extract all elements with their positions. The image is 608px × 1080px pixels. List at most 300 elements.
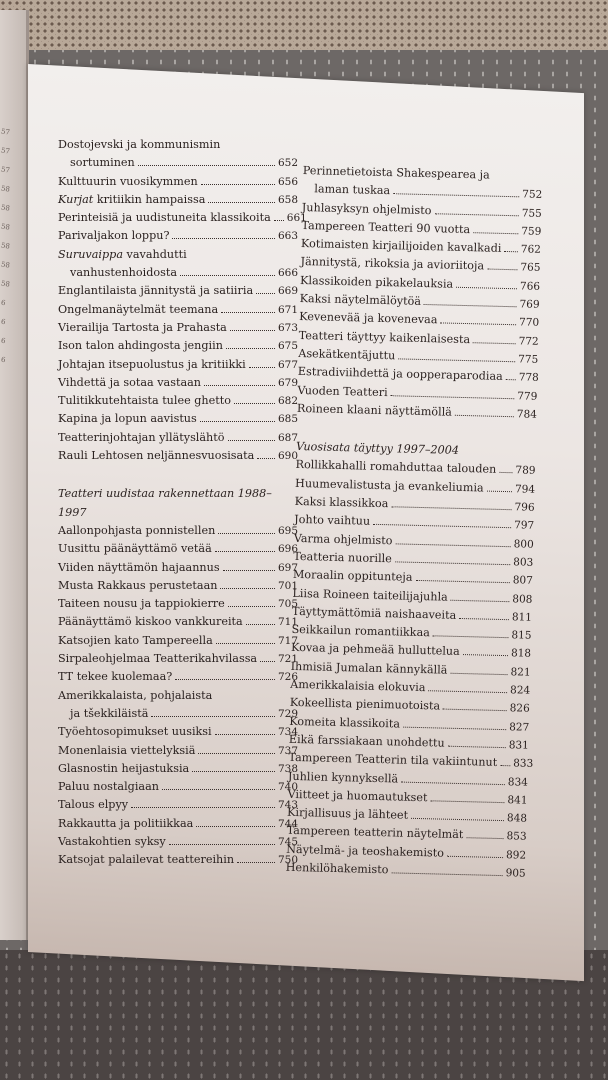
- toc-page-number: 848: [506, 812, 528, 825]
- toc-entry-title-text: Ongelmanäytelmät teemana: [58, 302, 219, 316]
- toc-page-number: 826: [509, 702, 530, 716]
- toc-entry-title: [58, 760, 189, 778]
- toc-entry-title-text: Viiden näyttämön hajaannus: [58, 560, 220, 574]
- facing-page-number: 58: [0, 203, 11, 213]
- toc-entry[interactable]: [58, 559, 298, 577]
- toc-page-number: 685: [277, 413, 298, 426]
- toc-page-number: 745: [277, 835, 298, 848]
- dot-leader: [198, 753, 275, 754]
- dot-leader: [204, 385, 275, 386]
- dot-leader: [443, 709, 507, 712]
- toc-entry[interactable]: [58, 264, 298, 282]
- toc-page-number: 752: [522, 188, 543, 202]
- dot-leader: [499, 472, 512, 473]
- toc-entry[interactable]: [58, 410, 298, 428]
- toc-entry-title-text: Eikä farssiakaan unohdettu: [288, 732, 445, 750]
- dot-leader: [373, 524, 511, 528]
- dot-leader: [138, 165, 275, 166]
- toc-entry-title-text: TT tekee kuolemaa?: [58, 670, 173, 684]
- toc-page-number: 821: [510, 665, 531, 679]
- toc-entry-title-text: Vuoden Teatteri: [297, 383, 388, 399]
- toc-page-number: 679: [277, 376, 298, 389]
- toc-entry-title: [58, 319, 227, 337]
- toc-entry-title: [58, 356, 246, 374]
- toc-page-number: 779: [517, 389, 538, 403]
- dot-leader: [487, 269, 517, 271]
- dot-leader: [434, 213, 518, 216]
- toc-entry-title: [297, 400, 452, 422]
- dot-leader: [274, 220, 284, 221]
- toc-entry-title: [58, 447, 254, 465]
- toc-entry-title-text: Jännitystä, rikoksia ja avioriitoja: [300, 255, 485, 273]
- toc-entry-title-text: Ihmisiä Jumalan kännykällä: [290, 659, 448, 677]
- toc-entry[interactable]: [58, 577, 298, 595]
- knit-background: [0, 0, 608, 50]
- dot-leader: [450, 672, 507, 674]
- toc-entry[interactable]: [58, 319, 298, 337]
- toc-page-number: 841: [507, 793, 528, 807]
- toc-entry-title: [58, 410, 197, 428]
- toc-entry-title-text: Johto vaihtuu: [294, 513, 371, 529]
- toc-page-number: 743: [277, 799, 298, 812]
- facing-page-number: 6: [0, 298, 7, 308]
- dot-leader: [223, 570, 275, 571]
- facing-page-number: 58: [0, 260, 11, 270]
- dot-leader: [249, 367, 275, 368]
- toc-entry[interactable]: [58, 796, 298, 814]
- toc-entry[interactable]: [58, 632, 298, 650]
- dot-leader: [215, 551, 275, 552]
- toc-entry-title: [58, 705, 148, 723]
- toc-entry-title-text: Taiteen nousu ja tappiokierre: [58, 597, 225, 611]
- toc-entry-title-line1: [58, 246, 298, 264]
- dot-leader: [201, 184, 275, 185]
- dot-leader: [234, 403, 275, 404]
- toc-entry[interactable]: [58, 650, 298, 668]
- dot-leader: [196, 826, 275, 827]
- toc-entry-title-text: Teatterinjohtajan yllätyslähtö: [58, 430, 225, 444]
- toc-entry-title-text: Katsojien kato Tampereella: [58, 633, 213, 647]
- toc-entry[interactable]: [58, 227, 298, 245]
- toc-entry-title-text: Talous elpyy: [58, 798, 129, 812]
- toc-entry-title-text: Tampereen teatterin näytelmät: [286, 824, 464, 842]
- dot-leader: [260, 661, 275, 662]
- toc-entry-title-text: vanhustenhoidosta: [70, 266, 177, 280]
- toc-entry-title-text: Rauli Lehtosen neljännesvuosisata: [58, 449, 255, 463]
- toc-page-number: 824: [509, 684, 531, 697]
- toc-page-number: 682: [277, 395, 298, 408]
- toc-entry-title-text: Monenlaisia viettelyksiä: [58, 743, 196, 757]
- dot-leader: [216, 643, 275, 644]
- toc-entry[interactable]: [58, 540, 298, 558]
- table-of-contents: [28, 64, 584, 952]
- toc-entry[interactable]: [58, 723, 298, 741]
- toc-entry-title-text: Amerikkalaista, pohjalaista: [58, 688, 213, 702]
- toc-page-number: 673: [277, 321, 298, 334]
- dot-leader: [401, 781, 505, 785]
- toc-entry-title-text: sortuminen: [70, 156, 135, 170]
- dot-leader: [226, 348, 275, 349]
- toc-entry-title: [298, 345, 395, 366]
- toc-entry-title: [58, 392, 231, 410]
- toc-entry[interactable]: [58, 447, 298, 465]
- toc-entry[interactable]: [58, 778, 298, 796]
- dot-leader: [473, 232, 518, 234]
- toc-entry-title: [286, 859, 389, 880]
- toc-page-number: 769: [519, 298, 540, 311]
- toc-page-number: 762: [520, 243, 542, 257]
- toc-entry-title: [58, 282, 253, 300]
- toc-entry[interactable]: [58, 282, 298, 300]
- toc-entry-title-text: vavahdutti: [122, 247, 187, 261]
- toc-entry-title: [58, 613, 243, 631]
- toc-entry[interactable]: [58, 209, 307, 227]
- dot-leader: [463, 654, 508, 656]
- dot-leader: [180, 275, 275, 276]
- toc-entry-title-text: Amerikkalaisia elokuvia: [290, 677, 426, 695]
- toc-entry-title-text: Näytelmä- ja teoshakemisto: [286, 842, 445, 860]
- toc-page-number: 744: [277, 817, 298, 830]
- facing-page-number: 57: [0, 146, 11, 156]
- toc-page-number: 656: [277, 175, 298, 188]
- toc-entry-title: [294, 511, 370, 531]
- toc-entry-title-text: Tampereen Teatteri 90 vuotta: [301, 218, 471, 236]
- toc-entry-title: [58, 337, 223, 355]
- toc-page-number: 831: [508, 739, 529, 752]
- dot-leader: [218, 533, 275, 534]
- toc-entry-title: [58, 796, 128, 814]
- dot-leader: [504, 251, 518, 252]
- toc-page-number: 697: [277, 561, 298, 574]
- toc-entry-title-text: Teatteri täyttyy kaikenlaisesta: [298, 328, 471, 346]
- dot-leader: [440, 323, 516, 326]
- toc-page-number: 759: [521, 225, 542, 238]
- toc-page-number: 905: [505, 867, 526, 880]
- toc-entry[interactable]: [58, 833, 298, 851]
- toc-entry[interactable]: [58, 522, 298, 540]
- facing-page-number: 57: [0, 165, 11, 175]
- facing-page-number: 6: [0, 355, 7, 365]
- dot-leader: [391, 872, 502, 876]
- toc-page-number: 796: [514, 501, 535, 514]
- toc-entry-title-text: Huumevalistusta ja evankeliumia: [294, 476, 484, 495]
- dot-leader: [393, 194, 519, 198]
- toc-entry[interactable]: [58, 815, 298, 833]
- toc-entry[interactable]: [58, 173, 298, 191]
- dot-leader: [466, 838, 503, 840]
- dot-leader: [151, 716, 275, 717]
- toc-entry-title-text: Roineen klaani näyttämöllä: [296, 401, 453, 419]
- toc-entry-title-text: Vierailija Tartosta ja Prahasta: [58, 320, 227, 334]
- toc-page-number: 797: [513, 519, 535, 533]
- toc-page-number: 663: [277, 230, 298, 243]
- toc-entry-title: [58, 632, 213, 650]
- toc-entry-title-line1: [58, 687, 298, 705]
- dot-leader: [395, 543, 510, 547]
- toc-entry-title-text: Estradiviihdettä ja oopperaparodiaa: [297, 365, 503, 384]
- dot-leader: [448, 746, 506, 748]
- toc-entry-title-text: laman tuskaa: [314, 182, 391, 198]
- toc-entry-title-text: Täyttymättömiä naishaaveita: [291, 604, 457, 622]
- toc-column-right: [286, 162, 543, 883]
- dot-leader: [411, 818, 504, 821]
- toc-entry-title-text: Ison talon ahdingosta jengiin: [58, 339, 223, 353]
- toc-entry-title-text: Moraalin oppitunteja: [292, 568, 413, 585]
- toc-page-number: 726: [277, 671, 298, 684]
- toc-entry-title: [58, 595, 225, 613]
- toc-entry-title-text: Varma ohjelmisto: [293, 531, 393, 547]
- toc-entry-title-text: Rakkautta ja politiikkaa: [58, 816, 194, 830]
- toc-entry-title: [293, 548, 392, 569]
- toc-page-number: 701: [277, 579, 298, 592]
- toc-entry-title-text: Tulitikkutehtaista tulee ghetto: [58, 394, 231, 408]
- dot-leader: [424, 304, 517, 307]
- section-heading: Vuosisata täyttyy 1997–2004: [295, 440, 460, 458]
- dot-leader: [246, 624, 275, 625]
- toc-page-number: 818: [510, 647, 532, 661]
- toc-entry-title-text: Kaksi klassikkoa: [294, 494, 389, 511]
- toc-page-number: 690: [277, 450, 298, 463]
- toc-page-number: 789: [515, 464, 536, 478]
- toc-entry-title-text: Rollikkahalli romahduttaa talouden: [295, 458, 497, 477]
- dot-leader: [506, 379, 516, 380]
- toc-entry[interactable]: [58, 301, 298, 319]
- dot-leader: [415, 580, 509, 583]
- dot-leader: [131, 807, 275, 808]
- toc-entry-title-text: Perinteisiä ja uudistuneita klassikoita: [58, 211, 271, 225]
- toc-entry-title-text: Uusittu päänäyttämö vetää: [58, 542, 212, 556]
- toc-entry[interactable]: [58, 705, 298, 723]
- dot-leader: [500, 765, 510, 766]
- toc-entry-title-text: Kaksi näytelmälöytöä: [299, 292, 422, 309]
- toc-page-number: 778: [518, 371, 539, 385]
- spacer: [58, 465, 298, 475]
- dot-leader: [391, 395, 515, 399]
- toc-entry-title-text: Perinnetietoista Shakespearea ja: [302, 163, 490, 182]
- toc-entry-title: [297, 381, 388, 401]
- toc-entry-title: [58, 209, 271, 227]
- dot-leader: [192, 771, 275, 772]
- dot-leader: [220, 588, 275, 589]
- toc-entry[interactable]: [58, 668, 298, 686]
- facing-page-number: 58: [0, 222, 11, 232]
- toc-entry-title-text: Englantilaista jännitystä ja satiiria: [58, 284, 254, 298]
- toc-entry-title: [58, 851, 234, 869]
- toc-entry-title-line1: [58, 136, 298, 154]
- dot-leader: [228, 440, 275, 441]
- dot-leader: [237, 862, 275, 863]
- toc-entry[interactable]: [58, 760, 298, 778]
- toc-entry-title-text: Kevenevää ja kovenevaa: [299, 310, 438, 327]
- toc-page-number: 661: [286, 212, 307, 225]
- toc-entry[interactable]: [58, 374, 298, 392]
- toc-page-number: 750: [277, 854, 298, 867]
- toc-entry-title: [294, 493, 388, 514]
- toc-entry-title: [58, 559, 220, 577]
- dot-leader: [447, 855, 503, 857]
- dot-leader: [473, 342, 516, 344]
- toc-entry-title-text: Päänäyttämö kiskoo vankkureita: [58, 615, 243, 629]
- toc-page-number: 734: [277, 726, 298, 739]
- toc-entry-title-text: Juhlasyksyn ohjelmisto: [301, 200, 432, 217]
- toc-entry-title-text: Työehtosopimukset uusiksi: [58, 725, 212, 739]
- toc-entry-title-text: Komeita klassikoita: [289, 714, 401, 731]
- toc-page-number: 740: [277, 781, 298, 794]
- toc-page-number: 669: [277, 285, 298, 298]
- toc-page-number: 652: [277, 157, 298, 170]
- toc-entry-title: [58, 522, 215, 540]
- toc-entry-title: [58, 154, 135, 172]
- toc-entry-title-text: Dostojevski ja kommunismin: [58, 138, 221, 151]
- toc-entry[interactable]: [58, 356, 298, 374]
- toc-entry-title: [302, 180, 390, 200]
- toc-entry-title: [58, 833, 166, 851]
- toc-entry-title-text: Henkilöhakemisto: [285, 860, 389, 877]
- facing-page-number: 6: [0, 317, 7, 327]
- toc-page-number: 721: [277, 653, 298, 666]
- toc-entry-title-text: Vihdettä ja sotaa vastaan: [58, 375, 202, 389]
- toc-entry-title-text: Kirjallisuus ja lähteet: [286, 805, 409, 822]
- toc-entry[interactable]: [58, 337, 298, 355]
- italic-work-title: Suruvaippa: [58, 247, 123, 261]
- toc-page-number: 717: [277, 634, 298, 647]
- dot-leader: [169, 844, 275, 845]
- dot-leader: [257, 458, 275, 459]
- toc-entry-title-text: Klassikoiden pikakelauksia: [299, 273, 454, 291]
- toc-page-number: 853: [506, 830, 527, 844]
- toc-entry-title-text: Teatteria nuorille: [293, 549, 392, 566]
- toc-page-number: 671: [277, 303, 298, 316]
- toc-entry-title-text: Vastakohtien syksy: [58, 834, 166, 848]
- section-heading: Teatteri uudistaa rakennettaan 1988–1997: [58, 487, 272, 519]
- toc-entry-title-text: Asekätkentäjuttu: [298, 346, 396, 363]
- toc-entry[interactable]: [58, 429, 298, 447]
- toc-entry-title-text: Tampereen Teatterin tila vakiintunut: [288, 751, 498, 770]
- dot-leader: [428, 690, 507, 693]
- toc-entry[interactable]: [58, 154, 298, 172]
- dot-leader: [395, 561, 510, 565]
- toc-entry-title-text: Juhlien kynnyksellä: [287, 769, 399, 786]
- dot-leader: [451, 599, 510, 601]
- toc-page-number: 696: [277, 543, 298, 556]
- dot-leader: [215, 734, 275, 735]
- toc-entry-title: [58, 301, 218, 319]
- toc-page-number: 794: [514, 483, 536, 496]
- toc-entry-title-text: Kulttuurin vuosikymmen: [58, 174, 198, 188]
- toc-page-number: 892: [505, 848, 527, 862]
- dot-leader: [256, 293, 275, 294]
- toc-entry[interactable]: [58, 191, 298, 209]
- toc-entry-title: [58, 778, 159, 796]
- facing-page-edge: [0, 10, 29, 940]
- toc-entry-title: [58, 742, 195, 760]
- dot-leader: [172, 238, 275, 239]
- toc-entry-title-text: Kokeellista pienimuotoista: [289, 696, 441, 713]
- dot-leader: [487, 490, 512, 492]
- facing-page-number: 57: [0, 127, 11, 137]
- dot-leader: [162, 789, 275, 790]
- toc-page-number: 737: [277, 744, 298, 757]
- toc-page-number: 738: [277, 762, 298, 775]
- facing-page-number: 6: [0, 336, 7, 346]
- dot-leader: [221, 312, 275, 313]
- toc-page-number: 784: [516, 408, 538, 421]
- dot-leader: [456, 287, 517, 289]
- toc-page-number: 808: [512, 592, 533, 606]
- toc-page-number: 807: [512, 574, 533, 587]
- toc-entry-title-text: Musta Rakkaus perustetaan: [58, 578, 218, 592]
- toc-page-number: 675: [277, 340, 298, 353]
- toc-entry-title: [58, 191, 205, 209]
- toc-page-number: 765: [520, 261, 541, 275]
- toc-entry[interactable]: [58, 851, 298, 869]
- facing-page-number: 58: [0, 279, 11, 289]
- toc-page-number: 658: [277, 193, 298, 206]
- dot-leader: [200, 421, 275, 422]
- toc-page-number: 834: [507, 775, 529, 789]
- toc-entry-title: [58, 264, 177, 282]
- toc-entry-title: [58, 815, 193, 833]
- toc-entry-title-text: Parivaljakon loppu?: [58, 229, 170, 243]
- toc-column-left: [58, 136, 307, 870]
- dot-leader: [230, 330, 275, 331]
- toc-entry[interactable]: [58, 742, 298, 760]
- facing-page-number: 58: [0, 241, 11, 251]
- dot-leader: [208, 202, 275, 203]
- toc-entry-title: [294, 530, 393, 551]
- dot-leader: [398, 358, 515, 362]
- dot-leader: [430, 800, 504, 803]
- toc-page-number: 711: [277, 616, 298, 629]
- toc-page-number: 766: [519, 280, 541, 293]
- toc-entry-title: [58, 374, 201, 392]
- toc-page-number: 775: [518, 353, 539, 366]
- toc-entry-title-text: Kapina ja lopun aavistus: [58, 412, 197, 426]
- dot-leader: [403, 726, 506, 730]
- toc-entry-title-text: Sirpaleohjelmaa Teatterikahvilassa: [58, 652, 258, 666]
- dot-leader: [455, 415, 514, 417]
- toc-entry[interactable]: [58, 595, 298, 613]
- toc-entry[interactable]: [58, 392, 298, 410]
- toc-page-number: 800: [513, 537, 534, 551]
- toc-entry[interactable]: [58, 613, 298, 631]
- toc-page-number: 729: [277, 707, 298, 720]
- toc-entry-title: [58, 540, 212, 558]
- toc-page-number: 705: [277, 598, 298, 611]
- toc-page-number: 827: [509, 720, 530, 734]
- toc-page-number: 677: [277, 358, 298, 371]
- toc-entry-title-text: Liisa Roineen taiteilijajuhla: [292, 586, 448, 604]
- toc-page-number: 815: [511, 629, 532, 642]
- toc-entry-title-text: Katsojat palailevat teattereihin: [58, 853, 235, 867]
- dot-leader: [459, 618, 509, 620]
- toc-entry-title: [58, 429, 225, 447]
- toc-entry-title: [58, 650, 257, 668]
- facing-page-number: 58: [0, 184, 11, 194]
- italic-work-title: Kurjat: [58, 192, 94, 206]
- toc-entry-title-text: Kotimaisten kirjailijoiden kavalkadi: [300, 237, 502, 256]
- toc-entry-title-text: Aallonpohjasta ponnistellen: [58, 523, 216, 537]
- toc-entry-title: [58, 723, 212, 741]
- toc-entry-title: [58, 668, 172, 686]
- toc-page-number: 687: [277, 431, 298, 444]
- toc-entry-title-text: Paluu nostalgiaan: [58, 780, 159, 794]
- toc-entry-title-text: Johtajan itsepuolustus ja kritiikki: [58, 357, 246, 371]
- dot-leader: [228, 606, 275, 607]
- dot-leader: [391, 506, 511, 510]
- toc-page-number: 695: [277, 524, 298, 537]
- toc-entry-title-text: Viitteet ja huomautukset: [287, 787, 428, 805]
